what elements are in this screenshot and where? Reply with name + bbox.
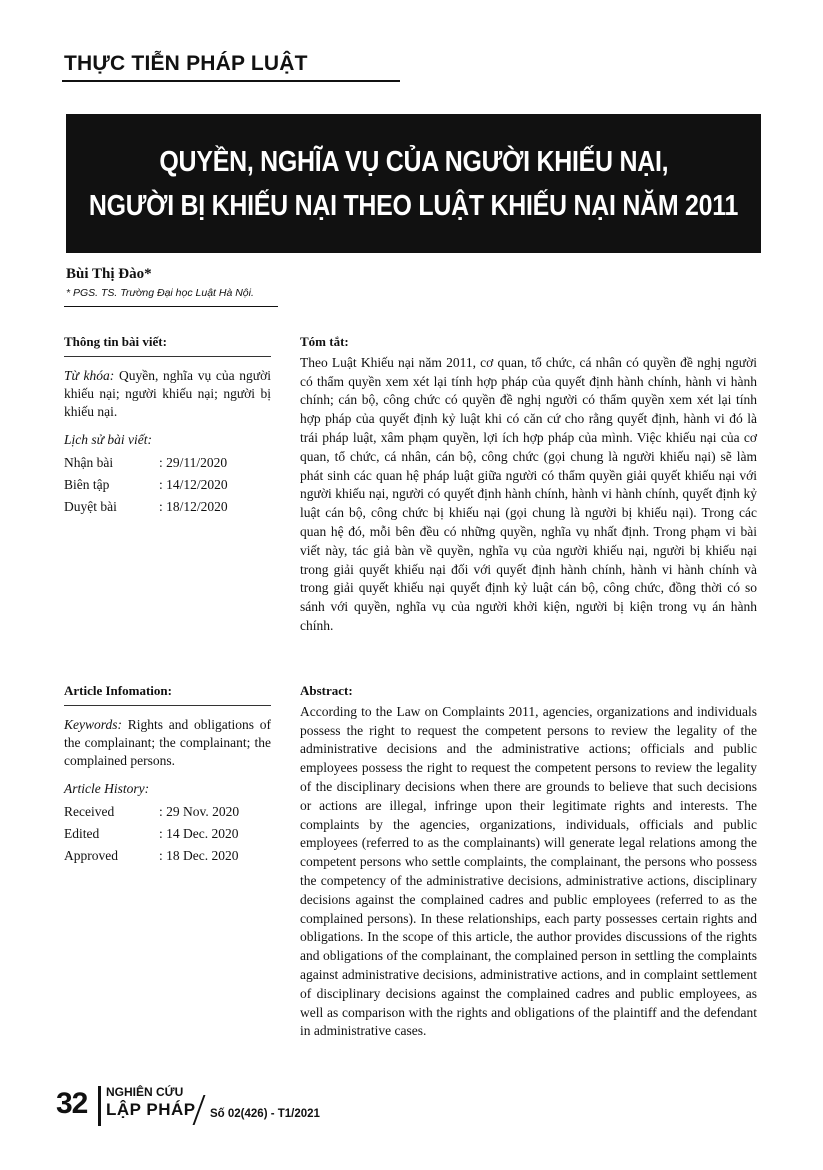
title-band [66, 114, 761, 253]
vi-abstract [300, 333, 757, 636]
en-history-key: Edited [64, 826, 100, 841]
en-keywords-text: Rights and obligations of the complainant; the complainant; the complained persons. [64, 717, 271, 768]
en-history-row [64, 823, 271, 845]
en-history-label: Article History: [64, 781, 150, 796]
vi-history-row [64, 496, 271, 518]
vi-abstract-text: Theo Luật Khiếu nại năm 2011, cơ quan, tổ chức, cá nhân có quyền đề nghị người có thẩm quyền xem xét lại tính hợp pháp của quyết định hành chính, hành vi hành chính; cán bộ, công chức có quyền đề nghị người có thẩm quyền xem xét lại tính hợp pháp của quyết định kỷ luật khi có căn cứ cho rằng quyết định, hành vi đó là trái pháp luật, xâm phạm quyền, lợi ích hợp pháp của mình. Việc khiếu nại của cơ quan, tổ chức, cá nhân, cán bộ, công chức (gọi chung là người khiếu nại) sẽ làm phát sinh các quan hệ pháp luật giữa người có thẩm quyền giải quyết khiếu nại với người khiếu nại, người có quyết định hành chính, hành vi hành chính, quyết định kỷ luật cán bộ, công chức bị khiếu nại (gọi chung là người bị khiếu nại). Trong các quan hệ đó, mỗi bên đều có những quyền, nghĩa vụ nhất định. Trong phạm vi bài viết này, tác giả bàn về quyền, nghĩa vụ của người khiếu nại, người bị khiếu nại trong giải quyết khiếu nại đối với quyết định hành chính, hành vi hành chính và trong giải quyết khiếu nại quyết định kỷ luật cán bộ, công chức, đồng thời có so sánh với quyền, nghĩa vụ của người khởi kiện, người bị kiện trong vụ án hành chính. [300, 354, 757, 633]
vi-history-row [64, 474, 271, 496]
en-history-date: : 29 Nov. 2020 [159, 804, 240, 819]
article-title-line-2: NGƯỜI BỊ KHIẾU NẠI THEO LUẬT KHIẾU NẠI NĂM 2011 [88, 189, 739, 222]
vi-keywords-text: Quyền, nghĩa vụ của người khiếu nại; người khiếu nại; người bị khiếu nại. [64, 368, 272, 419]
page-number: 32 [56, 1087, 88, 1120]
en-history-row [64, 845, 271, 867]
en-article-info [64, 682, 271, 867]
en-abstract-text: According to the Law on Complaints 2011, agencies, organizations and individuals possess the right to request the competent persons to review the legality of the administrative decisions and the administrative actions; officials and public employees possess the right to request the competent persons to review the legality of the disciplinary decisions when there are grounds to believe that such decisions or actions are illegal, infringe upon their legitimate rights and interests. The complaints by the agencies, organizations, individuals, officials and public employees (referred to as the complainants) will generate legal relations among the competent persons who settle complaints, the complainant, the persons who possess the competency of the administrative decisions, administrative actions, disciplinary decisions against the complained cadres and public employees (referred to as the complained persons). In these relationships, each party possesses certain rights and obligations. In the scope of this article, the author provides discussions of the rights and obligations of the complainant, the complained person in settling the complaints against administrative decisions, administrative actions, and in complaint settlement of disciplinary decisions against the complained cadres and public employees, as well as comparison with the rights and obligations of the plaintiff and the defendant in administrative cases. [300, 703, 757, 1039]
affiliation-rule [64, 306, 278, 307]
en-abstract [300, 682, 757, 1041]
vi-history-label: Lịch sử bài viết: [64, 432, 152, 447]
en-history-key: Received [64, 804, 115, 819]
vi-keywords-label: Từ khóa: [64, 368, 115, 383]
en-history-key: Approved [64, 848, 118, 863]
en-keywords [64, 716, 271, 770]
vi-info-heading: Thông tin bài viết: [64, 333, 271, 357]
article-title-line-1: QUYỀN, NGHĨA VỤ CỦA NGƯỜI KHIẾU NẠI, [159, 145, 668, 178]
footer-divider [98, 1086, 101, 1126]
journal-name-line-1: NGHIÊN CỨU [106, 1085, 184, 1099]
vi-history-date: : 14/12/2020 [159, 477, 228, 492]
author-name: Bùi Thị Đào* [66, 266, 152, 282]
author-affiliation: * PGS. TS. Trường Đại học Luật Hà Nội. [66, 287, 254, 299]
en-history-date: : 14 Dec. 2020 [159, 826, 239, 841]
en-abstract-heading: Abstract: [300, 683, 353, 698]
en-info-heading: Article Infomation: [64, 682, 271, 706]
journal-name-line-2: LẬP PHÁP [106, 1100, 196, 1119]
section-rule [62, 80, 400, 82]
vi-history-key: Duyệt bài [64, 499, 117, 514]
vi-history-date: : 29/11/2020 [159, 455, 228, 470]
en-history-row [64, 801, 271, 823]
issue-label: Số 02(426) - T1/2021 [210, 1108, 320, 1120]
vi-abstract-heading: Tóm tắt: [300, 334, 349, 349]
vi-article-info [64, 333, 271, 518]
vi-keywords [64, 367, 271, 421]
en-history-date: : 18 Dec. 2020 [159, 848, 239, 863]
en-keywords-label: Keywords: [64, 717, 122, 732]
vi-history-key: Biên tập [64, 477, 110, 492]
vi-history-date: : 18/12/2020 [159, 499, 228, 514]
section-label: THỰC TIỄN PHÁP LUẬT [64, 52, 308, 75]
vi-history-key: Nhận bài [64, 455, 114, 470]
vi-history-row [64, 452, 271, 474]
